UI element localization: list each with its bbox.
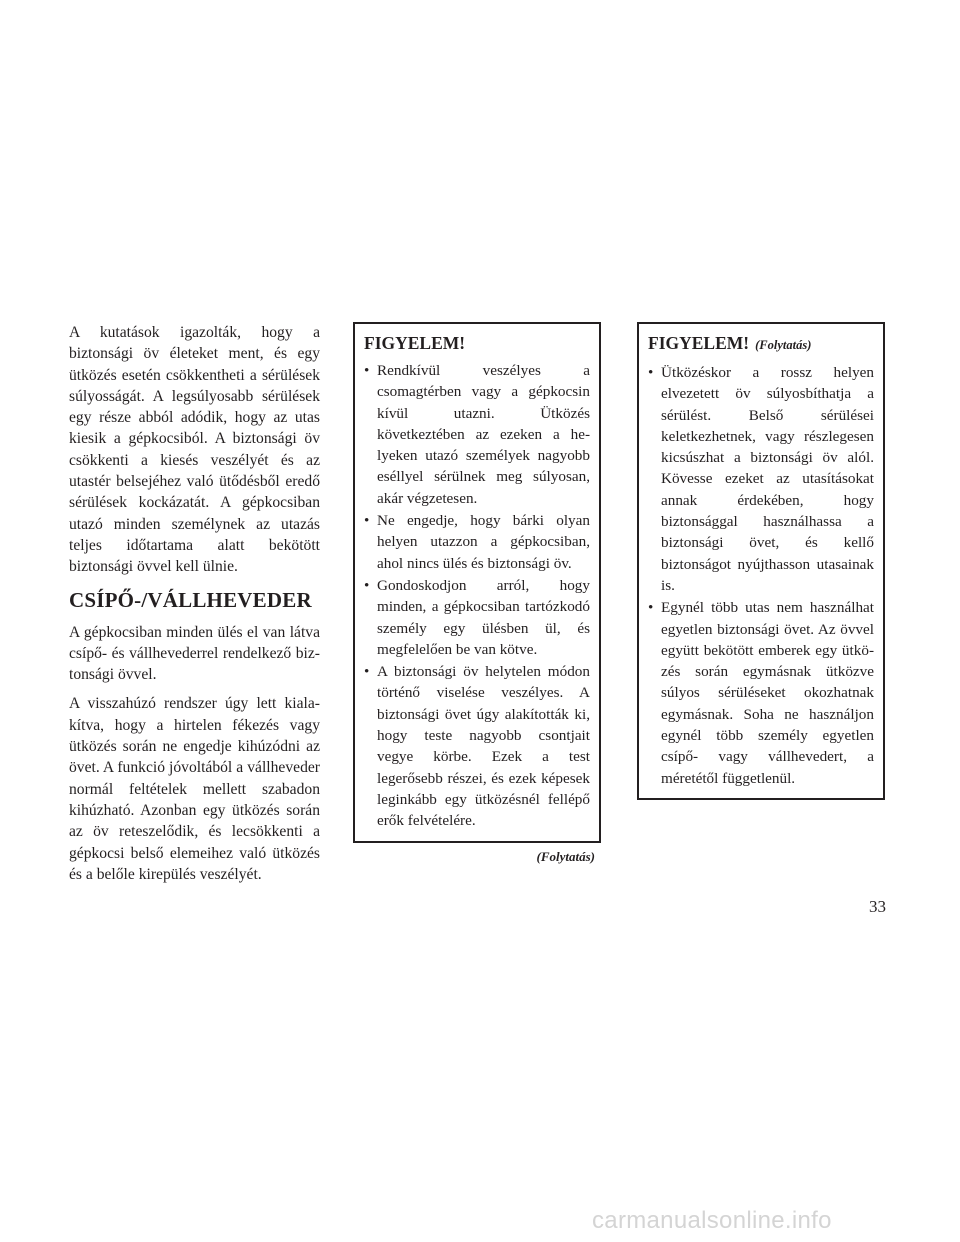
warning-item-text: A biztonsági öv helytelen módon történő viselése veszélyes. A biztonsági övet úgy alakították ki, hogy teste nagyobb csontjait vegye körbe. Ezek a test legerősebb részei, és ezek képesek leginkább egy ütközésnél fellépő erők felvételére. xyxy=(377,663,590,830)
section-heading: CSÍPŐ-/VÁLLHEVEDER xyxy=(69,587,312,612)
warning-item xyxy=(364,575,590,660)
warning-box-2 xyxy=(637,322,885,800)
warning-item-text: Egynél több utas nem használhat egyetlen biztonsági övet. Az övvel együtt bekötött emberek egy ütközés során egymásnak ütközve súlyos sérüléseket okozhatnak egymásnak. Soha ne használjon egynél több személy egyetlen csípő- vagy vállhevedert, a méretétől függetlenül. xyxy=(661,599,874,787)
left-column xyxy=(69,322,320,893)
warning-list xyxy=(648,362,874,789)
bullet-icon: • xyxy=(364,576,370,594)
warning-item xyxy=(648,362,874,596)
warning-item-text: Rendkívül veszélyes a csomagtérben vagy a gépkocsin kívül utazni. Ütközés következtében az ezeken a helyeken utazó személyek nagyobb eséllyel sérülnek meg súlyosan, akár végzetesen. xyxy=(377,362,590,507)
intro-paragraph: A kutatások igazolták, hogy a biztonsági öv életeket ment, és egy ütközés esetén csökkentheti a sérülések súlyosságát. A legsúlyosabb sérülések egy része abból adódik, hogy az utas kiesik a gépkocsiból. A biztonsági öv csökkenti a kiesés veszélyét és az utastér belsejéhez való ütődésből eredő sérülések kockázatát. A gépkocsiban utazó minden személynek az utazás teljes időtartama alatt bekötött biztonsági övvel kell ülnie. xyxy=(69,324,320,576)
warning-item xyxy=(648,597,874,789)
warning-title xyxy=(648,332,874,356)
warning-box-1 xyxy=(353,322,601,843)
right-column xyxy=(637,322,885,800)
body-paragraph-3: A visszahúzó rendszer úgy lett kialakítva, hogy a hirtelen fékezés vagy ütközés során ne engedje kihúzódni az övet. A funkció jóvoltából a vállheveder normál feltételek mellett szabadon kihúzható. Azonban egy ütközés során az öv reteszelődik, és lecsökkenti a gépkocsi belső elemeihez való ütközés és a belőle kirepülés veszélyét. xyxy=(69,695,320,883)
warning-title-continued: (Folytatás) xyxy=(755,338,812,352)
warning-item xyxy=(364,510,590,574)
bullet-icon: • xyxy=(364,663,370,681)
warning-item-text: Ütközéskor a rossz helyen elvezetett öv súlyosbíthatja a sérülést. Belső sérülései keletkezhetnek, vagy részlegesen kicsúszhat a biztonsági öv alól. Kövesse ezeket az utasításokat annak érdekében, hogy biztonsággal használhassa a biztonsági övet, és kellő biztonságot nyújthasson utasainak is. xyxy=(661,364,874,594)
bullet-icon: • xyxy=(648,364,654,381)
bullet-icon: • xyxy=(648,599,654,617)
warning-title-text: FIGYELEM! xyxy=(364,333,466,353)
bullet-icon: • xyxy=(364,512,370,530)
warning-item-text: Ne engedje, hogy bárki olyan helyen utazzon a gépkocsiban, ahol nincs ülés és biztonsági öv. xyxy=(377,512,590,572)
watermark: carmanualsonline.info xyxy=(592,1207,832,1234)
warning-title-text: FIGYELEM! xyxy=(648,333,750,353)
page-number: 33 xyxy=(869,897,886,916)
body-paragraph-2: A gépkocsiban minden ülés el van látva csípő- és vállhevederrel rendelkező biztonsági övvel. xyxy=(69,623,320,684)
warning-title xyxy=(364,332,590,354)
middle-column xyxy=(353,322,601,865)
warning-item-text: Gondoskodjon arról, hogy minden, a gépkocsiban tartózkodó személy egy ülésben ül, és megfelelően be van kötve. xyxy=(377,576,590,658)
continued-label: (Folytatás) xyxy=(536,848,595,864)
bullet-icon: • xyxy=(364,362,370,379)
warning-item xyxy=(364,360,590,509)
warning-list xyxy=(364,360,590,832)
warning-item xyxy=(364,661,590,831)
